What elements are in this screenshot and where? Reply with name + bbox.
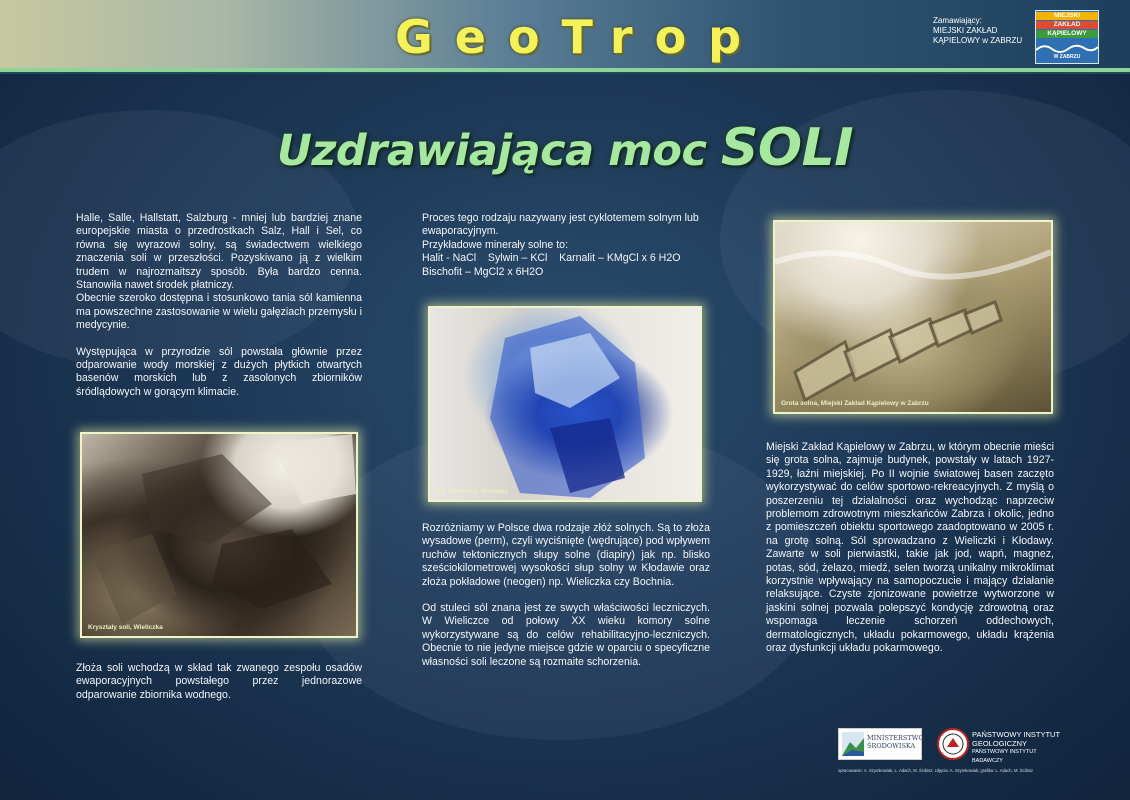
photo-caption: Sól niebieska, Kłodawa <box>436 488 508 495</box>
column1-paragraph: Złoża soli wchodzą w skład tak zwanego zespołu osadów ewaporacyjnych powstałego przez jednorazowe odparowanie zbiornika wodnego. <box>76 662 362 701</box>
photo-salt-crystals-wieliczka <box>80 432 358 638</box>
ordered-by-label: Zamawiający: <box>933 16 982 25</box>
header-divider-shadow <box>0 72 1130 74</box>
mzk-logo-city: W ZABRZU <box>1053 54 1081 60</box>
ministry-logo <box>838 728 922 760</box>
photo-caption: Grota solna, Miejski Zakład Kąpielowy w Zabrzu <box>781 400 929 407</box>
pig-name-line1: PAŃSTWOWY INSTYTUT <box>972 730 1061 739</box>
column2-bottom-text <box>422 522 710 669</box>
pig-name-line2: GEOLOGICZNY <box>972 738 1028 748</box>
photo-caption: Kryształy soli, Wieliczka <box>88 624 163 631</box>
column2-paragraph: Proces tego rodzaju nazywany jest cyklotemem solnym lub ewaporacyjnym. <box>422 212 699 238</box>
brand-logo: GeoTrop <box>395 10 764 64</box>
pig-seal-icon <box>937 728 969 760</box>
column1-paragraph: Halle, Salle, Hallstatt, Salzburg - mniej lub bardziej znane europejskie miasta o przedrostkach Salz, Hall i Sel, co równa się wyrazowi solny, są świadectwem wielkiego znaczenia soli w przeszłości. Pozyskiwano ją z wielkim trudem w najrozmaitszy sposób. Była bardzo cenna. Stanowiła nawet środek płatniczy. <box>76 212 362 292</box>
column3-text <box>766 441 1054 656</box>
column2-paragraph: Bischofit – MgCl2 x 6H2O <box>422 265 544 278</box>
blue-crystal-illustration <box>430 308 700 500</box>
credits: opracowanie: A. Szymkowiak, L. Adach, M. Ścibisz; zdjęcia: A. Szymkowiak; grafika: L. Adach, M. Ścibisz <box>838 768 1034 773</box>
institute-emblem-icon <box>939 730 967 758</box>
column2-paragraph: Halit - NaCl Sylwin – KCl Karnalit – KMgCl x 6 H2O <box>422 252 681 265</box>
pig-name <box>972 731 1060 765</box>
crystal-facets-illustration <box>82 434 356 636</box>
ordered-by-line1: MIEJSKI ZAKŁAD <box>933 26 998 35</box>
column1-paragraph: Występująca w przyrodzie sól powstała głównie przez odparowanie wody morskiej z dużych płytkich otwartych basenów morskich lub z zasolonych zbiorników śródlądowych w gorącym klimacie. <box>76 345 362 398</box>
mzk-logo <box>1035 10 1099 64</box>
ordered-by <box>933 16 1022 46</box>
column2-top-text <box>422 212 710 279</box>
column1-paragraph: Obecnie szeroko dostępna i stosunkowo tania sól kamienna ma powszechne zastosowanie w wielu gałęziach przemysłu i medycynie. <box>76 292 362 332</box>
wave-icon <box>1036 41 1098 55</box>
pig-name-line4: BADAWCZY <box>972 757 1003 764</box>
ministry-name <box>867 734 924 750</box>
column2-paragraph: Przykładowe minerały solne to: <box>422 238 569 251</box>
column3-paragraph: Miejski Zakład Kąpielowy w Zabrzu, w którym obecnie mieści się grota solna, zajmuje budynek, powstały w latach 1927-1929, łaźni miejskiej. Po II wojnie światowej basen zaczęto wykorzystywać do celów sportowo-rekreacyjnych. Z myślą o poszerzeniu tej działalności oraz wychodząc naprzeciw problemom zdrowotnym mieszkańców Zabrza i okolic, jedno z pomieszczeń obiektu sportowego zaadoptowano w 2005 r. na grotę solną. Sól sprowadzano z Wieliczki i Kłodawy. Zawarte w soli pierwiastki, takie jak jod, wapń, magnez, potas, sód, żelazo, miedź, selen tworzą unikalny mikroklimat korzystnie wpływający na samopoczucie i mający działanie relaksujące. Czyste zjonizowane powietrze wytworzone w jaskini solnej pozwala polepszyć kondycję zdrowotną oraz wspomaga leczenie schorzeń oddechowych, dermatologicznych, układu pokarmowego, układu krążenia oraz dysfunkcji układu pokarmowego. <box>766 441 1054 655</box>
column1-bottom-text <box>76 662 362 702</box>
mountain-icon <box>842 732 864 756</box>
column2-paragraph: Od stuleci sól znana jest ze swych właściwości leczniczych. W Wieliczce od połowy XX wieku komory solne wykorzystywane są do celów rehabilitacyjno-leczniczych. Obecnie to nie jedyne miejsce gdzie w oparciu o specyficzne własności soli leczone są rozmaite schorzenia. <box>422 602 710 668</box>
ministry-name-line1: MINISTERSTWO <box>867 734 924 742</box>
column2-paragraph: Rozróżniamy w Polsce dwa rodzaje złóż solnych. Są to złoża wysadowe (perm), czyli wyciśnięte (wędrujące) pod wpływem ruchów tektonicznych słupy solne (diapiry) jak np. blisko sześciokilometrowej wysokości słup solny w Kłodawie oraz złoża pokładowe (neogen) np. Wieliczka czy Bochnia. <box>422 522 710 588</box>
page-title-part2: SOLI <box>720 118 854 178</box>
page-title-part1: Uzdrawiająca moc <box>276 126 721 176</box>
mzk-logo-line1: MIEJSKI <box>1036 12 1098 20</box>
photo-blue-salt-klodawa <box>428 306 702 502</box>
photo-salt-grotto-zabrze <box>773 220 1053 414</box>
page-title <box>0 118 1130 178</box>
column1-top-text <box>76 212 362 399</box>
mzk-logo-line2: ZAKŁAD <box>1036 21 1098 29</box>
mzk-logo-line3: KĄPIELOWY <box>1036 30 1098 38</box>
pig-name-line3: PAŃSTWOWY INSTYTUT <box>972 749 1037 755</box>
ordered-by-line2: KĄPIELOWY w ZABRZU <box>933 36 1023 45</box>
grotto-chairs-illustration <box>775 222 1051 412</box>
ministry-name-line2: ŚRODOWISKA <box>867 742 916 750</box>
